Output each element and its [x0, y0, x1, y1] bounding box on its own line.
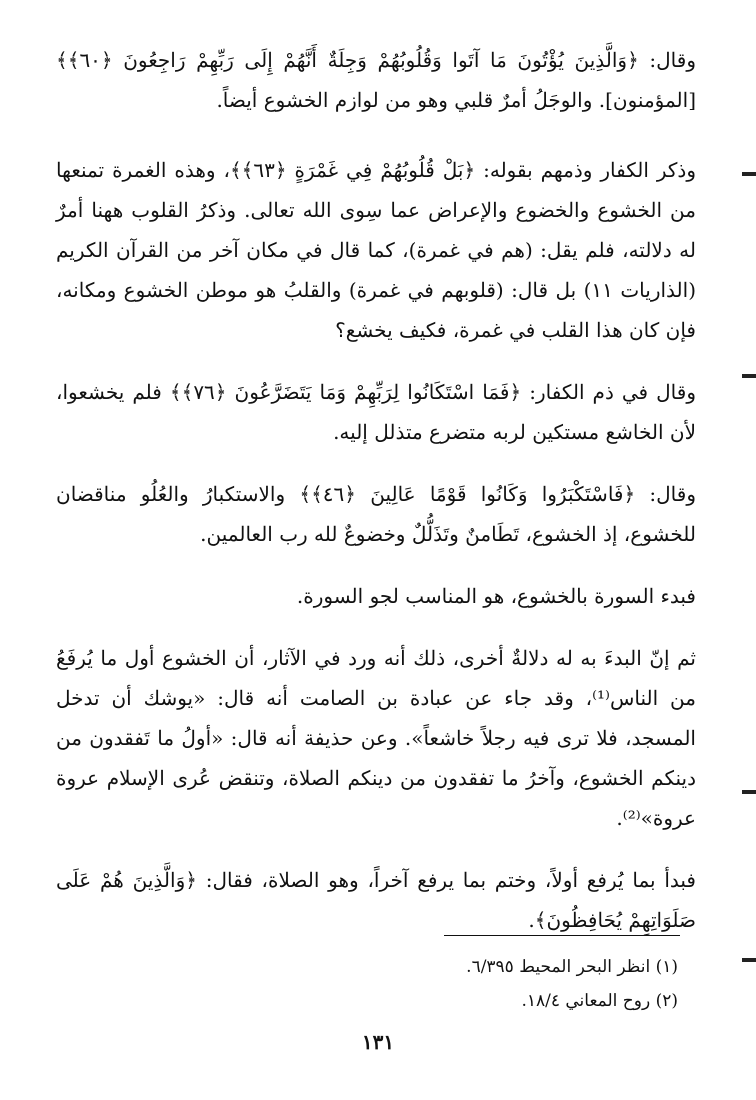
footnotes — [56, 950, 678, 1018]
page-number: ١٣١ — [361, 1030, 395, 1054]
margin-mark — [742, 374, 756, 378]
page-body — [56, 40, 696, 940]
margin-mark — [742, 172, 756, 176]
paragraph-2: وذكر الكفار وذمهم بقوله: ﴿بَلْ قُلُوبُهُمْ فِي غَمْرَةٍ ﴿٦٣﴾﴾، وهذه الغمرة تمنعها من الخشوع والخضوع والإعراض عما سِوى الله تعالى. وذكرُ القلوب ههنا أمرٌ له دلالته، فلم يقل: (هم في غمرة)، كما قال في مكان آخر من القرآن الكريم (الذاريات ١١) بل قال: (قلوبهم في غمرة) والقلبُ هو موطن الخشوع ومكانه، فإن كان هذا القلب في غمرة، فكيف يخشع؟ — [56, 158, 696, 342]
paragraph-7: فبدأ بما يُرفع أولاً، وختم بما يرفع آخراً، وهو الصلاة، فقال: ﴿وَالَّذِينَ هُمْ عَلَى صَلَوَاتِهِمْ يُحَافِظُونَ﴾. — [56, 868, 696, 932]
footnote-2: (٢) روح المعاني ١٨/٤. — [521, 991, 678, 1011]
paragraph-6: ثم إنّ البدءَ به له دلالةٌ أخرى، ذلك أنه ورد في الآثار، أن الخشوع أول ما يُرفَعُ من الناس⁽¹⁾، وقد جاء عن عبادة بن الصامت أنه قال: «يوشك أن تدخل المسجد، فلا ترى فيه رجلاً خاشعاً». وعن حذيفة أنه قال: «أولُ ما تَفقدون من دينكم الخشوع، وآخرُ ما تفقدون من دينكم الصلاة، وتنقض عُرى الإسلام عروة عروة»⁽²⁾. — [56, 646, 696, 830]
paragraph-4: وقال: ﴿فَاسْتَكْبَرُوا وَكَانُوا قَوْمًا عَالِينَ ﴿٤٦﴾﴾ والاستكبارُ والعُلُو مناقضان للخشوع، إذ الخشوع، تَطَامنٌ وتَذَلُّلٌ وخضوعٌ لله رب العالمين. — [56, 482, 696, 546]
margin-mark — [742, 790, 756, 794]
paragraph-3: وقال في ذم الكفار: ﴿فَمَا اسْتَكَانُوا لِرَبِّهِمْ وَمَا يَتَضَرَّعُونَ ﴿٧٦﴾﴾ فلم يخشعوا، لأن الخاشع مستكين لربه متضرع متذلل إليه. — [56, 380, 696, 444]
paragraph-1: وقال: ﴿وَالَّذِينَ يُؤْتُونَ مَا آتَوا وَقُلُوبُهُمْ وَجِلَةٌ أَنَّهُمْ إِلَى رَبِّهِمْ رَاجِعُونَ ﴿٦٠﴾﴾ [المؤمنون]. والوجَلُ أمرٌ قلبي وهو من لوازم الخشوع أيضاً. — [56, 48, 696, 112]
margin-mark — [742, 958, 756, 962]
paragraph-5: فبدء السورة بالخشوع، هو المناسب لجو السورة. — [296, 584, 696, 608]
footnote-divider — [444, 935, 680, 936]
footnote-1: (١) انظر البحر المحيط ٦/٣٩٥. — [466, 957, 678, 977]
